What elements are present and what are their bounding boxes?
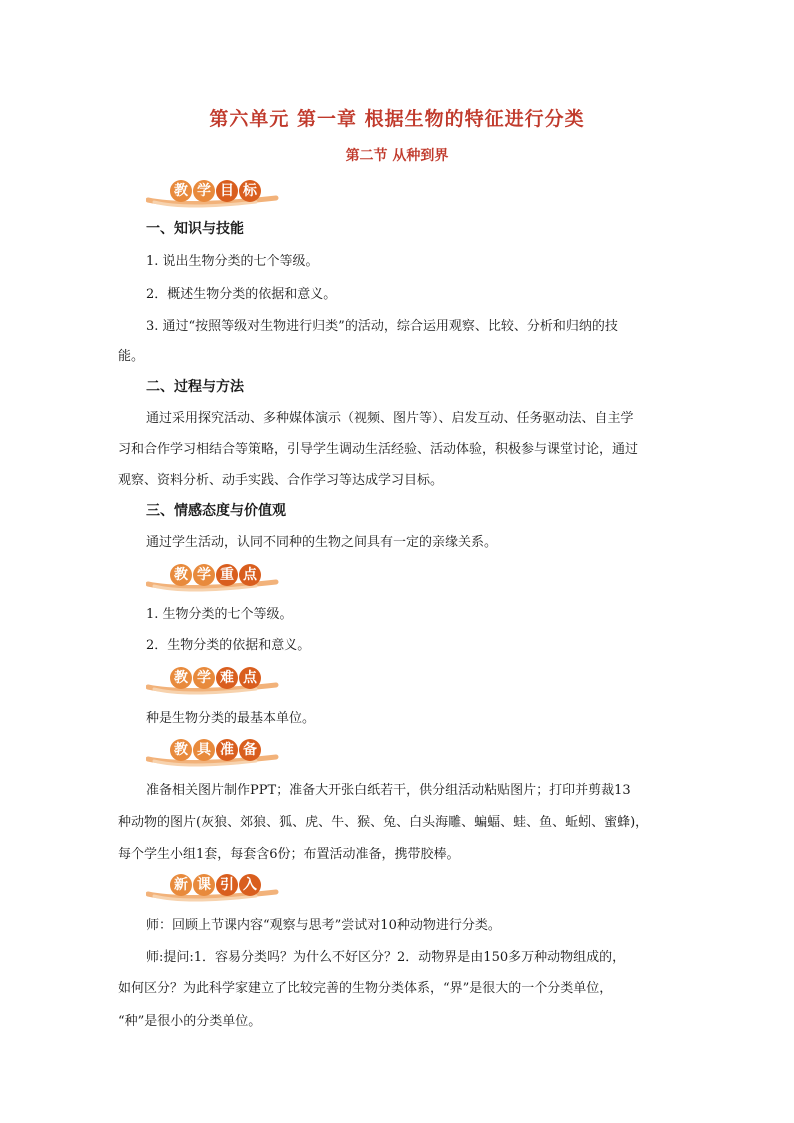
key-point-2: 2．生物分类的依据和意义。 bbox=[146, 638, 311, 653]
difficulty-line: 种是生物分类的最基本单位。 bbox=[146, 711, 316, 726]
section-badge-key-points bbox=[146, 562, 282, 592]
objective-1: 1. 说出生物分类的七个等级。 bbox=[146, 254, 319, 269]
badge-char: 引 bbox=[216, 874, 238, 896]
section-badge-objectives bbox=[146, 178, 282, 208]
objective-3-line1: 3. 通过“按照等级对生物进行归类”的活动，综合运用观察、比较、分析和归纳的技 bbox=[146, 319, 618, 334]
badge-char: 难 bbox=[216, 667, 238, 689]
section-badge-intro bbox=[146, 872, 282, 902]
badge-char: 标 bbox=[239, 180, 261, 202]
process-line3: 观察、资料分析、动手实践、合作学习等达成学习目标。 bbox=[118, 473, 444, 488]
preparation-line3: 每个学生小组1套，每套含6份；布置活动准备，携带胶棒。 bbox=[118, 847, 460, 862]
process-line2: 习和合作学习相结合等策略，引导学生调动生活经验、活动体验，积极参与课堂讨论，通过 bbox=[118, 442, 639, 457]
badge-char: 具 bbox=[193, 739, 215, 761]
key-point-1: 1. 生物分类的七个等级。 bbox=[146, 607, 293, 622]
intro-line1: 师：回顾上节课内容“观察与思考”尝试对10种动物进行分类。 bbox=[146, 918, 501, 933]
heading-attitude-values: 三、情感态度与价值观 bbox=[146, 503, 286, 519]
preparation-line1: 准备相关图片制作PPT；准备大开张白纸若干，供分组活动粘贴图片；打印并剪裁13 bbox=[146, 783, 631, 798]
badge-char: 课 bbox=[193, 874, 215, 896]
section-badge-difficulties bbox=[146, 665, 282, 695]
attitude-line: 通过学生活动，认同不同种的生物之间具有一定的亲缘关系。 bbox=[146, 535, 498, 550]
badge-char: 入 bbox=[239, 874, 261, 896]
objective-2: 2．概述生物分类的依据和意义。 bbox=[146, 287, 337, 302]
badge-char: 学 bbox=[193, 564, 215, 586]
process-line1: 通过采用探究活动、多种媒体演示（视频、图片等）、启发互动、任务驱动法、自主学 bbox=[146, 411, 634, 426]
badge-char: 教 bbox=[170, 667, 192, 689]
intro-line2: 师:提问:1．容易分类吗？为什么不好区分？2．动物界是由150多万种动物组成的， bbox=[146, 950, 626, 965]
section-badge-preparation bbox=[146, 737, 282, 767]
heading-process-method: 二、过程与方法 bbox=[146, 379, 244, 395]
heading-knowledge-skills: 一、知识与技能 bbox=[146, 221, 244, 237]
badge-char: 备 bbox=[239, 739, 261, 761]
badge-char: 教 bbox=[170, 564, 192, 586]
badge-char: 准 bbox=[216, 739, 238, 761]
objective-3-line2: 能。 bbox=[118, 349, 145, 364]
badge-char: 新 bbox=[170, 874, 192, 896]
page-title: 第六单元 第一章 根据生物的特征进行分类 bbox=[209, 108, 585, 130]
badge-char: 学 bbox=[193, 180, 215, 202]
badge-char: 点 bbox=[239, 667, 261, 689]
badge-char: 教 bbox=[170, 180, 192, 202]
badge-char: 重 bbox=[216, 564, 238, 586]
badge-char: 学 bbox=[193, 667, 215, 689]
preparation-line2: 种动物的图片(灰狼、郊狼、狐、虎、牛、猴、兔、白头海雕、蝙蝠、蛙、鱼、蚯蚓、蜜蜂)， bbox=[118, 815, 649, 830]
badge-char: 点 bbox=[239, 564, 261, 586]
intro-line4: “种”是很小的分类单位。 bbox=[118, 1014, 262, 1029]
badge-char: 教 bbox=[170, 739, 192, 761]
badge-char: 目 bbox=[216, 180, 238, 202]
intro-line3: 如何区分？为此科学家建立了比较完善的生物分类体系，“界”是很大的一个分类单位， bbox=[118, 981, 613, 996]
page-subtitle: 第二节 从种到界 bbox=[345, 148, 449, 164]
